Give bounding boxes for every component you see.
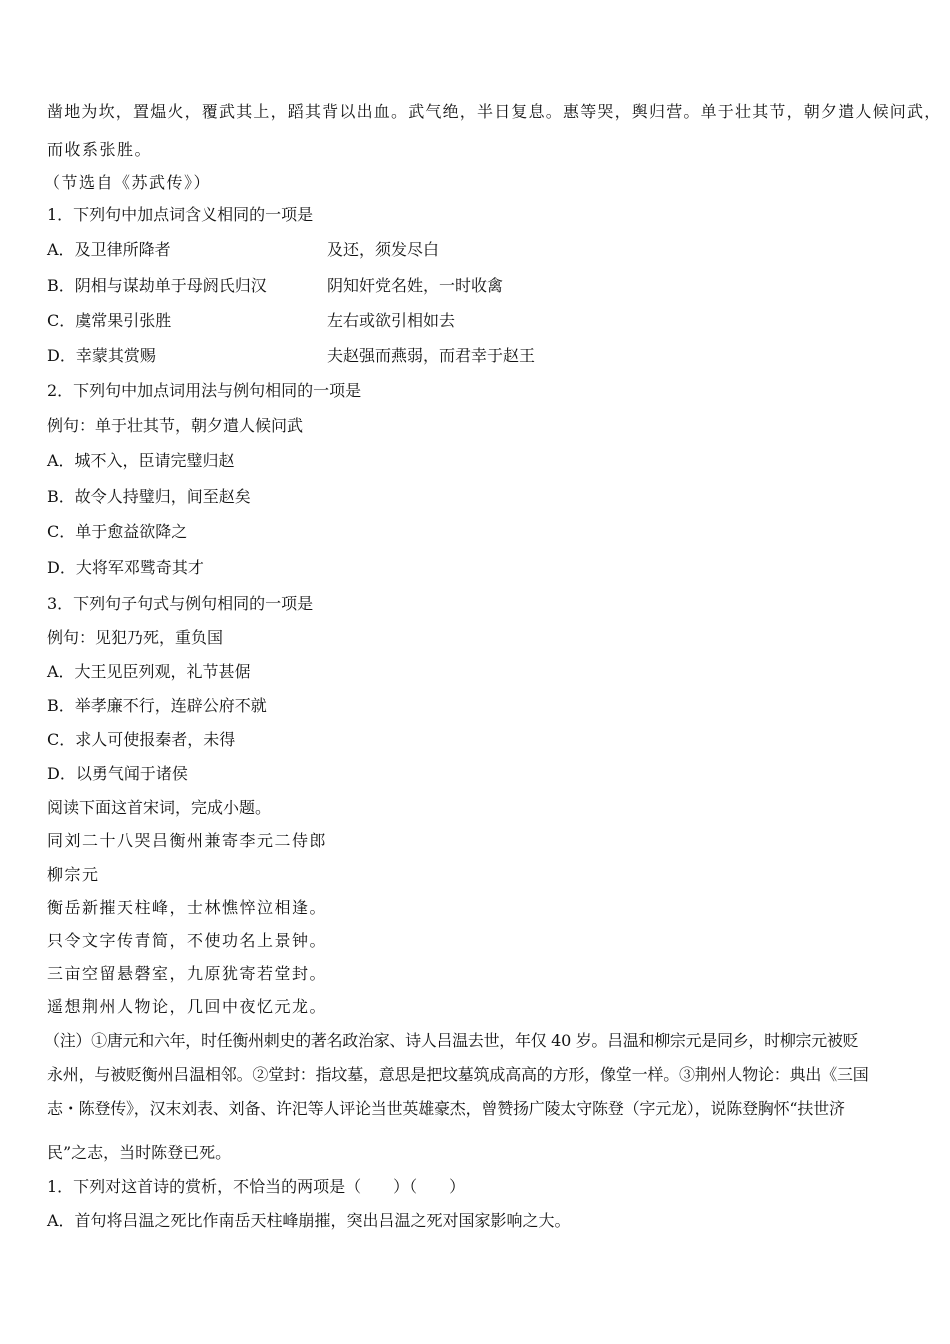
poem-line: 只令文字传青简，不使功名上景钟。 xyxy=(47,931,328,950)
question-2-option: C．单于愈益欲降之 xyxy=(47,522,188,541)
option-left: 及卫律所降者 xyxy=(74,240,171,259)
question-3-option: A．大王见臣列观，礼节甚倨 xyxy=(47,662,251,681)
question-3-option: C．求人可使报秦者，未得 xyxy=(47,730,236,749)
option-label: D． xyxy=(47,346,76,365)
question-3-option: D．以勇气闻于诸侯 xyxy=(47,764,188,783)
option-left: 阴相与谋劫单于母阏氏归汉 xyxy=(74,276,267,295)
question-1-option-d xyxy=(47,346,536,366)
poem-note-line: （注）①唐元和六年，时任衡州刺史的著名政治家、诗人吕温去世，年仅 40 岁。吕温和柳宗元是同乡，时柳宗元被贬 xyxy=(44,1031,859,1050)
passage-line: 凿地为坎，置煴火，覆武其上，蹈其背以出血。武气绝，半日复息。惠等哭，舆归营。单于壮其节，朝夕遣人候问武， xyxy=(47,102,942,121)
poem-author: 柳宗元 xyxy=(47,865,100,884)
option-label: B． xyxy=(47,276,75,295)
option-right: 及还，须发尽白 xyxy=(327,240,440,259)
question-1-option-b xyxy=(47,276,504,296)
option-label: A． xyxy=(47,240,75,259)
option-left: 虞常果引张胜 xyxy=(75,311,172,330)
option-label: C． xyxy=(47,311,76,330)
poem-line: 衡岳新摧天柱峰，士林憔悴泣相逢。 xyxy=(47,898,328,917)
question-1-option-c xyxy=(47,311,456,331)
option-right: 夫赵强而燕弱，而君幸于赵王 xyxy=(327,346,536,365)
poem-title: 同刘二十八哭吕衡州兼寄李元二侍郎 xyxy=(47,831,328,850)
question-2-option: A．城不入，臣请完璧归赵 xyxy=(47,451,235,470)
option-right: 阴知奸党名姓，一时收禽 xyxy=(327,276,504,295)
question-2-example: 例句：单于壮其节，朝夕遣人候问武 xyxy=(47,416,304,435)
question-3-example: 例句：见犯乃死，重负国 xyxy=(47,628,224,647)
option-left: 幸蒙其赏赐 xyxy=(75,346,156,365)
passage-source: （节选自《苏武传》） xyxy=(44,173,212,192)
passage-line: 而收系张胜。 xyxy=(47,140,153,159)
poem-note-line: 永州，与被贬衡州吕温相邻。②堂封：指坟墓，意思是把坟墓筑成高高的方形，像堂一样。③荆州人物论：典出《三国 xyxy=(47,1065,869,1084)
question-1-stem: 1．下列句中加点词含义相同的一项是 xyxy=(47,205,314,224)
question-2-option: B．故令人持璧归，间至赵矣 xyxy=(47,487,251,506)
question-2-option: D．大将军邓骘奇其才 xyxy=(47,558,204,577)
question-2-stem: 2．下列句中加点词用法与例句相同的一项是 xyxy=(47,381,362,400)
poem-question-1-stem: 1．下列对这首诗的赏析，不恰当的两项是（ ）（ ） xyxy=(47,1177,466,1196)
option-right: 左右或欲引相如去 xyxy=(327,311,456,330)
poem-line: 三亩空留悬磬室，九原犹寄若堂封。 xyxy=(47,964,328,983)
poem-note-line: 民”之志，当时陈登已死。 xyxy=(47,1143,232,1162)
question-3-option: B．举孝廉不行，连辟公府不就 xyxy=(47,696,267,715)
poem-intro: 阅读下面这首宋词，完成小题。 xyxy=(47,798,272,817)
poem-line: 遥想荆州人物论，几回中夜忆元龙。 xyxy=(47,997,328,1016)
question-1-option-a xyxy=(47,240,440,260)
question-3-stem: 3．下列句子句式与例句相同的一项是 xyxy=(47,594,314,613)
poem-note-line: 志・陈登传》，汉末刘表、刘备、许汜等人评论当世英雄豪杰，曾赞扬广陵太守陈登（字元龙），说陈登胸怀“扶世济 xyxy=(47,1099,845,1118)
poem-question-1-option-a: A．首句将吕温之死比作南岳天柱峰崩摧，突出吕温之死对国家影响之大。 xyxy=(47,1211,571,1230)
